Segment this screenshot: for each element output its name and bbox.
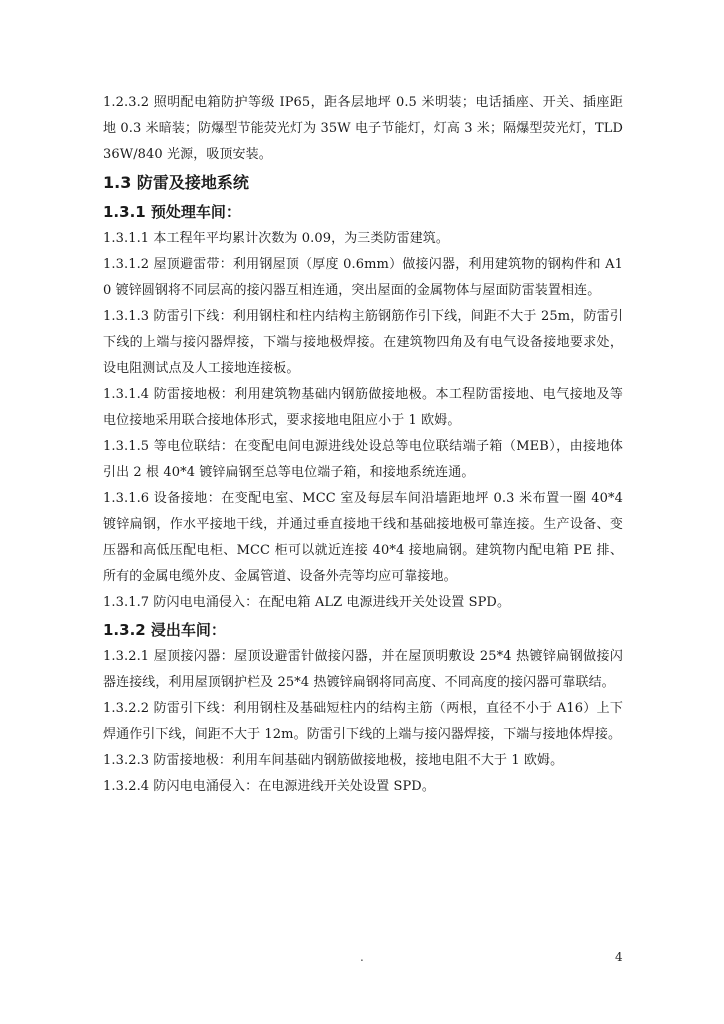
paragraph-1-3-1-6: 1.3.1.6 设备接地：在变配电室、MCC 室及每层车间沿墙距地坪 0.3 米布置一圈 40*4 镀锌扁钢，作水平接地干线，并通过垂直接地干线和基础接地极可靠连接。生产设备、变压器和高低压配电柜、MCC 柜可以就近连接 40*4 接地扁钢。建筑物内配电箱 PE 排、所有的金属电缆外皮、金属管道、设备外壳等均应可靠接地。: [103, 491, 623, 584]
subsection-heading-1-3-2: 1.3.2 浸出车间：: [103, 621, 226, 639]
paragraph-1-3-1-7: 1.3.1.7 防闪电电涌侵入：在配电箱 ALZ 电源进线开关处设置 SPD。: [103, 595, 511, 610]
paragraph-1-3-2-4: 1.3.2.4 防闪电电涌侵入：在电源进线开关处设置 SPD。: [103, 779, 435, 794]
paragraph-1-3-1-3: 1.3.1.3 防雷引下线：利用钢柱和柱内结构主筋钢筋作引下线，间距不大于 25m，防雷引下线的上端与接闪器焊接，下端与接地极焊接。在建筑物四角及有电气设备接地要求处，设电阻测试点及人工接地连接板。: [103, 309, 623, 376]
paragraph-1-3-2-3: 1.3.2.3 防雷接地极：利用车间基础内钢筋做接地极，接地电阻不大于 1 欧姆。: [103, 753, 564, 768]
section-heading-1-3: 1.3 防雷及接地系统: [103, 173, 249, 192]
paragraph-1-2-3-2: 1.2.3.2 照明配电箱防护等级 IP65，距各层地坪 0.5 米明装；电话插座、开关、插座距地 0.3 米暗装；防爆型节能荧光灯为 35W 电子节能灯，灯高 3 米；隔爆型荧光灯，TLD36W/840 光源，吸顶安装。: [103, 95, 623, 162]
paragraph-1-3-2-1: 1.3.2.1 屋顶接闪器：屋顶设避雷针做接闪器，并在屋顶明敷设 25*4 热镀锌扁钢做接闪器连接线，利用屋顶钢护栏及 25*4 热镀锌扁钢将同高度、不同高度的接闪器可靠联结。: [103, 649, 623, 690]
paragraph-1-3-1-5: 1.3.1.5 等电位联结：在变配电间电源进线处设总等电位联结端子箱（MEB），由接地体引出 2 根 40*4 镀锌扁钢至总等电位端子箱，和接地系统连通。: [103, 439, 623, 480]
footer-dot: .: [360, 950, 364, 964]
page-number: 4: [615, 950, 623, 964]
paragraph-1-3-1-2: 1.3.1.2 屋顶避雷带：利用钢屋顶（厚度 0.6mm）做接闪器，利用建筑物的钢构件和 A10 镀锌圆钢将不同层高的接闪器互相连通，突出屋面的金属物体与屋面防雷装置相连。: [103, 257, 623, 298]
subsection-heading-1-3-1: 1.3.1 预处理车间：: [103, 203, 241, 221]
paragraph-1-3-1-1: 1.3.1.1 本工程年平均累计次数为 0.09，为三类防雷建筑。: [103, 231, 449, 246]
document-body: [103, 90, 623, 800]
paragraph-1-3-1-4: 1.3.1.4 防雷接地极：利用建筑物基础内钢筋做接地极。本工程防雷接地、电气接地及等电位接地采用联合接地体形式，要求接地电阻应小于 1 欧姆。: [103, 387, 623, 428]
paragraph-1-3-2-2: 1.3.2.2 防雷引下线：利用钢柱及基础短柱内的结构主筋（两根，直径不小于 A16）上下焊通作引下线，间距不大于 12m。防雷引下线的上端与接闪器焊接，下端与接地体焊接。: [103, 701, 623, 742]
